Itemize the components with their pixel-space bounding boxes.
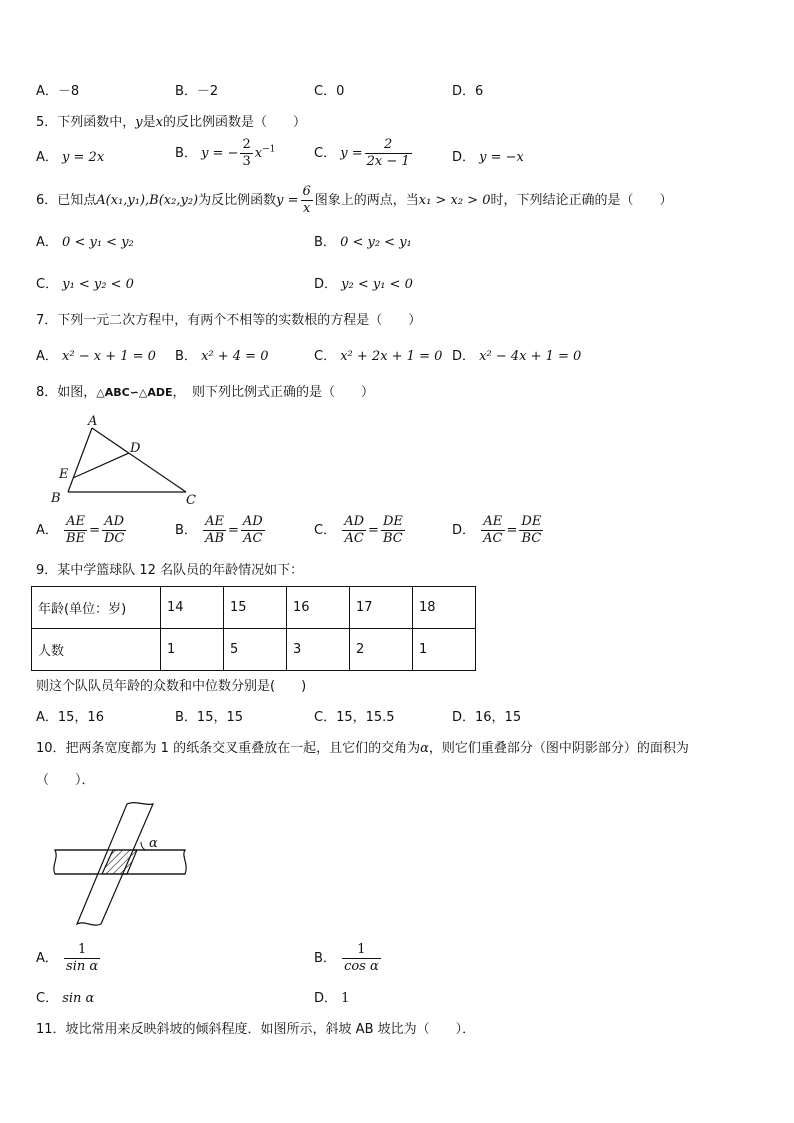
angle-alpha-label: α [149, 836, 158, 851]
q7-option-b: B． x² + 4 = 0 [175, 349, 269, 364]
q7-option-a: A． x² − x + 1 = 0 [36, 349, 156, 364]
q9-option-d: D．16，15 [452, 710, 522, 725]
table-row [32, 587, 476, 629]
q5-option-b: B． y = − $\frac{2}{3}$ $x^{-1}$ [175, 137, 276, 169]
q4-option-c: C．0 [314, 84, 345, 99]
q6-option-a: A． 0 < y₁ < y₂ [36, 235, 134, 250]
q5-stem: 5．下列函数中，y是x的反比例函数是（ ） [36, 115, 307, 130]
table-cell: 17 [350, 587, 413, 629]
table-cell: 16 [287, 587, 350, 629]
q8-option-c: C． $\frac{AD}{AC}$ = $\frac{DE}{BC}$ [314, 514, 403, 546]
q10-stem-line2: （ ）． [36, 773, 95, 788]
paper-strips-figure [45, 800, 195, 930]
q4-option-a: A．－8 [36, 84, 80, 99]
table-row [32, 629, 476, 671]
table-cell: 1 [161, 629, 224, 671]
table-cell: 2 [350, 629, 413, 671]
q7-stem: 7．下列一元二次方程中，有两个不相等的实数根的方程是（ ） [36, 313, 422, 328]
table-cell: 5 [224, 629, 287, 671]
q9-stem: 9．某中学篮球队 12 名队员的年龄情况如下： [36, 563, 304, 578]
q10-option-a: A． $\frac{1}{\text{sin α}}$ [36, 942, 99, 974]
triangle-figure [48, 412, 208, 508]
q6-option-b: B． 0 < y₂ < y₁ [314, 235, 412, 250]
q10-option-d: D． 1 [314, 991, 350, 1006]
q10-option-c: C． sin α [36, 991, 95, 1006]
q5-option-c: C． y = $\frac{2}{2x - 1}$ [314, 137, 410, 169]
q6-stem: 6．已知点A(x₁,y₁),B(x₂,y₂)为反比例函数y = $\frac{6}{x}$ 图象上的两点，当x₁ > x₂ > 0时，下列结论正确的是（ ） [36, 184, 673, 216]
q6-option-c: C． y₁ < y₂ < 0 [36, 277, 134, 292]
q10-stem: 10．把两条宽度都为 1 的纸条交叉重叠放在一起，且它们的交角为α，则它们重叠部分（图中阴影部分）的面积为 [36, 741, 689, 756]
table-cell: 人数 [32, 629, 161, 671]
q9-option-a: A．15，16 [36, 710, 104, 725]
table-cell: 14 [161, 587, 224, 629]
q10-option-b: B． $\frac{1}{\text{cos α}}$ [314, 942, 379, 974]
table-cell: 1 [413, 629, 476, 671]
q5-option-d: D． y = −x [452, 150, 524, 165]
label-b: B [51, 491, 61, 506]
table-cell: 年龄(单位：岁) [32, 587, 161, 629]
label-c: C [186, 493, 196, 508]
q5-option-a: A． y = 2x [36, 150, 105, 165]
q8-option-b: B． $\frac{AE}{AB}$ = $\frac{AD}{AC}$ [175, 514, 263, 546]
label-a: A [88, 414, 98, 429]
age-table [31, 586, 476, 671]
q7-option-c: C． x² + 2x + 1 = 0 [314, 349, 443, 364]
q4-option-d: D．6 [452, 84, 484, 99]
q6-option-d: D． y₂ < y₁ < 0 [314, 277, 413, 292]
q7-option-d: D． x² − 4x + 1 = 0 [452, 349, 582, 364]
q11-stem: 11．坡比常用来反映斜坡的倾斜程度．如图所示，斜坡 AB 坡比为（ ）． [36, 1022, 476, 1037]
q8-option-a: A． $\frac{AE}{BE}$ = $\frac{AD}{DC}$ [36, 514, 125, 546]
table-cell: 3 [287, 629, 350, 671]
q8-stem: 8．如图，△ABC∽△ADE， 则下列比例式正确的是（ ） [36, 385, 375, 400]
q9-question: 则这个队队员年龄的众数和中位数分别是( ) [36, 679, 307, 694]
label-e: E [59, 467, 69, 482]
q8-option-d: D． $\frac{AE}{AC}$ = $\frac{DE}{BC}$ [452, 514, 542, 546]
label-d: D [130, 441, 141, 456]
table-cell: 15 [224, 587, 287, 629]
q4-option-b: B．－2 [175, 84, 219, 99]
table-cell: 18 [413, 587, 476, 629]
q9-option-c: C．15，15.5 [314, 710, 395, 725]
q9-option-b: B．15，15 [175, 710, 244, 725]
